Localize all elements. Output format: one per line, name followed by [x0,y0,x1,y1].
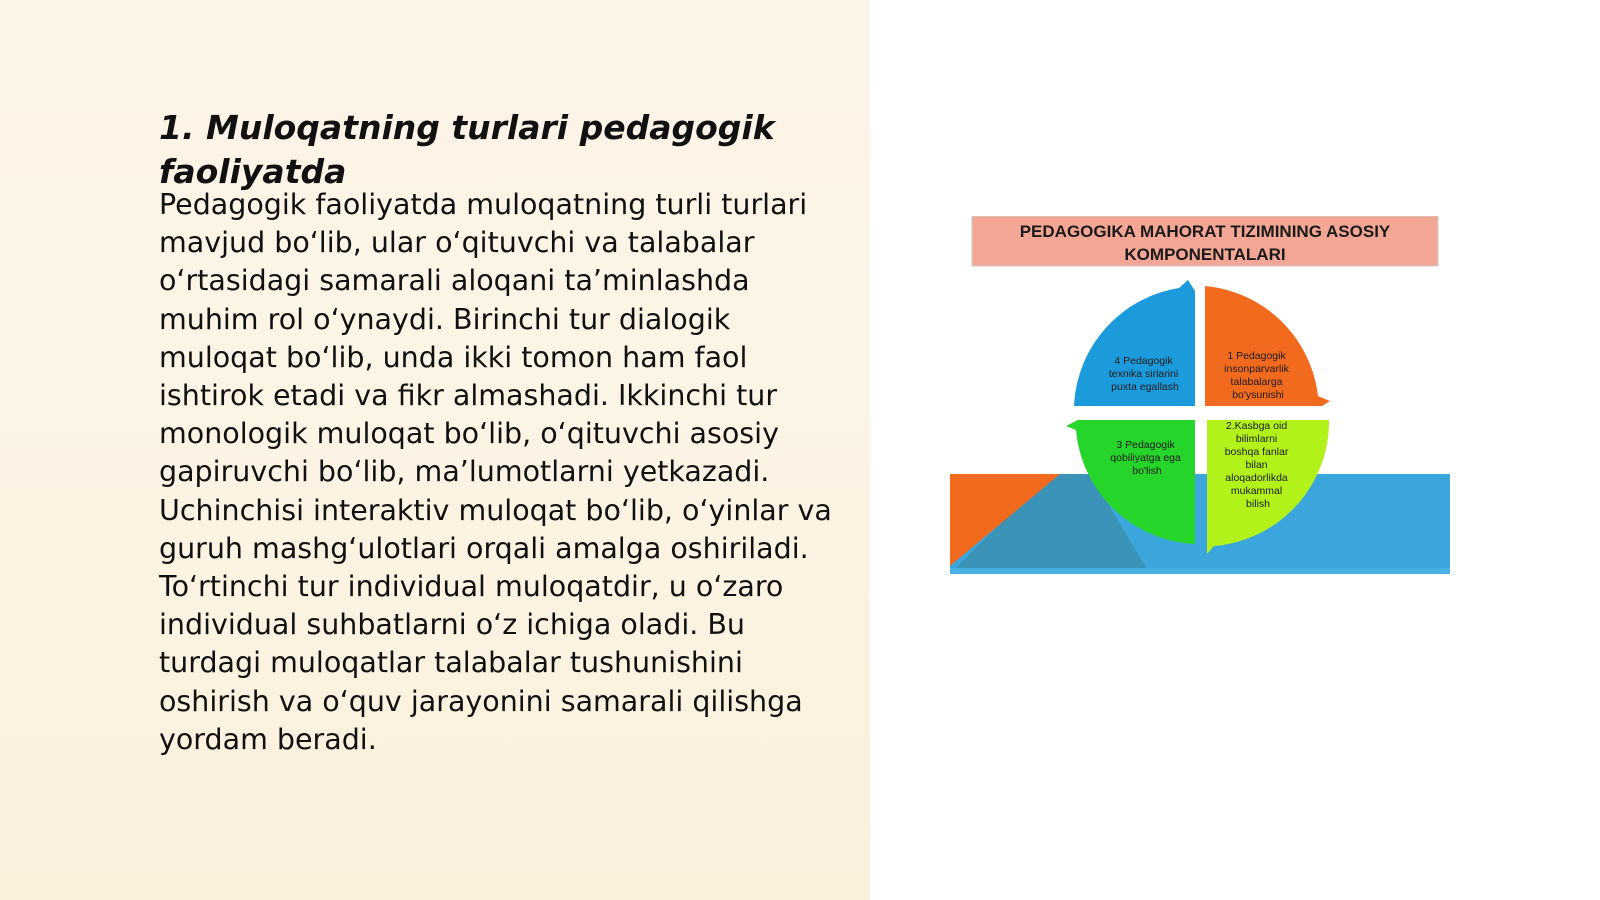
quadrant-1-text: 1 Pedagogik insonparvarlik talabalarga bo'ysunishi [1224,350,1289,401]
slide-title: 1. Muloqatning turlari pedagogik faoliyatda [159,108,775,191]
diagram-title-line-2: KOMPONENTALARI [1124,245,1286,264]
quadrant-1-orange [1205,286,1330,406]
quadrant-4-text: 4 Pedagogik texnika sirlarini puxta egallash [1108,355,1179,393]
quadrant-3-text: 3 Pedagogik qobiliyatga ega bo'lish [1110,439,1181,477]
slide-body-text: Pedagogik faoliyatda muloqatning turli turlari mavjud bo‘lib, ular o‘qituvchi va talabalar o‘rtasidagi samarali aloqani ta’minlashda muhim rol o‘ynaydi. Birinchi tur dialogik muloqat bo‘lib, unda ikki tomon ham faol ishtirok etadi va fikr almashadi. Ikkinchi tur monologik muloqat bo‘lib, o‘qituvchi asosiy gapiruvchi bo‘lib, ma’lumotlarni yetkazadi. Uchinchisi interaktiv muloqat bo‘lib, o‘yinlar va guruh mashg‘ulotlari orqali amalga oshiriladi. To‘rtinchi tur individual muloqatdir, u o‘zaro individual suhbatlarni o‘z ichiga oladi. Bu turdagi muloqatlar talabalar tushunishini oshirish va o‘quv jarayonini samarali qilishga yordam beradi. [159,188,832,756]
quadrant-2-text: 2.Kasbga oid bilimlarni boshqa fanlar bilan aloqadorlikda mukammal bilish [1224,420,1289,510]
diagram-base-line [950,568,1450,574]
pedagogy-components-diagram [950,216,1450,578]
diagram-title-line-1: PEDAGOGIKA MAHORAT TIZIMINING ASOSIY [1019,222,1391,241]
